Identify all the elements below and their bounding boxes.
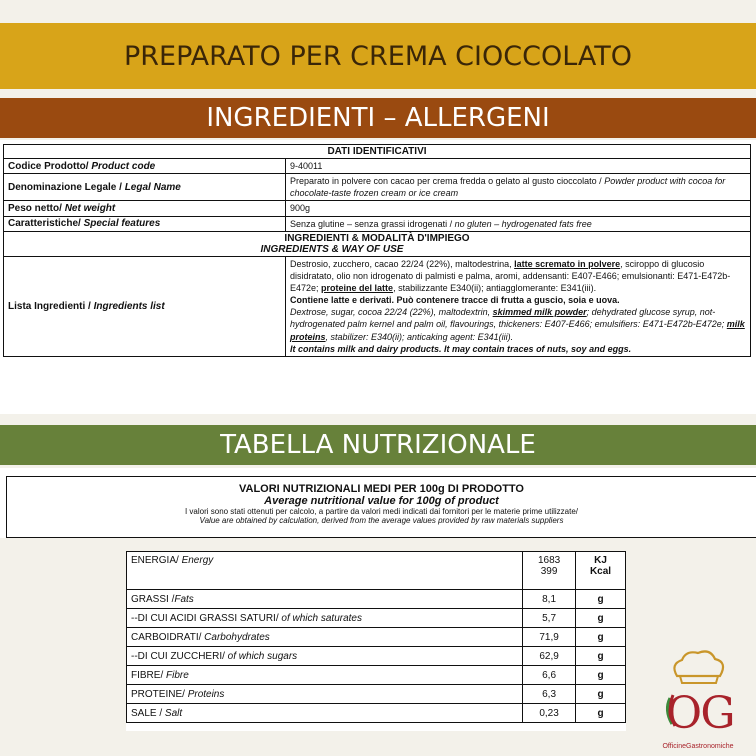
nutrient-value: 62,9: [523, 647, 576, 666]
nutrient-label: GRASSI /Fats: [127, 590, 523, 609]
nutrition-row-fibre: [127, 666, 626, 685]
energy-units: [576, 552, 626, 590]
nutrition-header-sheet: [0, 468, 756, 538]
nutrient-value: 71,9: [523, 628, 576, 647]
special-features-label: Caratteristiche/ Special features: [4, 216, 286, 231]
logo-letter-o: O: [665, 688, 703, 739]
nutrition-note-italian: I valori sono stati ottenuti per calcolo, a partire da valori medi indicati dai fornitori per le materie prime utilizzate/: [184, 507, 579, 516]
ingredients-banner: [0, 98, 756, 138]
nutrient-unit: g: [576, 666, 626, 685]
chef-hat-icon: [674, 651, 723, 683]
product-code-value: 9-40011: [286, 159, 751, 174]
legal-name-value: Preparato in polvere con cacao per crema fredda o gelato al gusto cioccolato / Powder product with cocoa for chocolate-taste frozen cream or ice cream: [286, 174, 751, 201]
energy-label: ENERGIA/ Energy: [127, 552, 523, 590]
product-title-banner: [0, 23, 756, 89]
nutrition-row-sugars: [127, 647, 626, 666]
nutrition-row-proteins: [127, 685, 626, 704]
nutrient-value: 8,1: [523, 590, 576, 609]
identification-section-title: DATI IDENTIFICATIVI: [4, 145, 751, 159]
table-row: [4, 256, 751, 356]
nutrient-label: SALE / Salt: [127, 704, 523, 723]
product-code-label: Codice Prodotto/ Product code: [4, 159, 286, 174]
table-row: [4, 159, 751, 174]
table-row: [4, 201, 751, 216]
nutrient-label: PROTEINE/ Proteins: [127, 685, 523, 704]
nutrient-label: CARBOIDRATI/ Carbohydrates: [127, 628, 523, 647]
nutrient-label: --DI CUI ZUCCHERI/ of which sugars: [127, 647, 523, 666]
energy-values: [523, 552, 576, 590]
ingredients-section-title: INGREDIENTI & MODALITÀ D'IMPIEGO: [284, 232, 470, 244]
product-title: PREPARATO PER CREMA CIOCCOLATO: [123, 40, 632, 72]
nutrition-row-fats: [127, 590, 626, 609]
nutrient-value: 6,6: [523, 666, 576, 685]
nutrition-banner: [0, 425, 756, 465]
officine-gastronomiche-logo: [640, 640, 756, 756]
legal-name-label: Denominazione Legale / Legal Name: [4, 174, 286, 201]
nutrition-note-english: Value are obtained by calculation, derived from the average values provided by raw materials suppliers: [199, 516, 564, 525]
nutrient-label: FIBRE/ Fibre: [127, 666, 523, 685]
ingredients-italian: Destrosio, zucchero, cacao 22/24 (22%), maltodestrina, latte scremato in polvere, sciroppo di glucosio disidratato, olio non idrogenato di palmisti e palma, aromi, addensanti: E407-E466; emulsionanti: E471-E472b-E472e; proteine del latte, stabilizzante E340(ii); antiagglomerante: E341(iii).: [290, 258, 731, 293]
net-weight-value: 900g: [286, 201, 751, 216]
energy-kcal-value: 399: [540, 566, 558, 577]
identification-table: [3, 144, 751, 357]
nutrient-unit: g: [576, 628, 626, 647]
ingredients-list-label: Lista Ingredienti / Ingredients list: [4, 256, 286, 356]
nutrition-header-subtitle: Average nutritional value for 100g of product: [264, 495, 499, 507]
energy-kcal-unit: Kcal: [589, 566, 612, 577]
nutrient-label: --DI CUI ACIDI GRASSI SATURI/ of which saturates: [127, 609, 523, 628]
net-weight-label: Peso netto/ Net weight: [4, 201, 286, 216]
nutrient-value: 6,3: [523, 685, 576, 704]
logo-letter-g: G: [700, 688, 736, 739]
table-row: [4, 174, 751, 201]
ingredients-section-subtitle: INGREDIENTS & WAY OF USE: [260, 243, 404, 255]
nutrient-unit: g: [576, 609, 626, 628]
special-features-value: Senza glutine – senza grassi idrogenati / no gluten – hydrogenated fats free: [286, 216, 751, 231]
ingredients-english: Dextrose, sugar, cocoa 22/24 (22%), maltodextrin, skimmed milk powder; dehydrated glucose syrup, not-hydrogenated palm kernel and palm oil, flavourings, thickeners: E407-E466; emulsifiers: E471-E472b-E472e; milk proteins, stabilizer: E340(ii); anticaking agent: E341(iii).: [290, 307, 745, 342]
allergen-note-english: It contains milk and dairy products. It may contain traces of nuts, soy and eggs.: [290, 343, 632, 354]
logo-text: OfficineGastronomiche: [662, 743, 734, 750]
nutrient-value: 0,23: [523, 704, 576, 723]
nutrition-row-salt: [127, 704, 626, 723]
identification-sheet: [0, 140, 756, 414]
ingredients-banner-title: INGREDIENTI – ALLERGENI: [206, 103, 550, 133]
nutrition-sheet: [126, 551, 626, 731]
ingredients-list-value: [286, 256, 751, 356]
identification-section-row: [4, 145, 751, 159]
nutrition-header-box: [6, 476, 756, 538]
allergen-note-italian: Contiene latte e derivati. Può contenere tracce di frutta a guscio, soia e uova.: [290, 295, 620, 306]
table-row: [4, 216, 751, 231]
ingredients-section-row: [4, 231, 751, 256]
nutrient-value: 5,7: [523, 609, 576, 628]
nutrition-row-carbohydrates: [127, 628, 626, 647]
nutrition-table: [126, 551, 626, 723]
energy-row: [127, 552, 626, 590]
logo-graphic: [640, 640, 756, 756]
nutrition-banner-title: TABELLA NUTRIZIONALE: [220, 430, 536, 460]
nutrient-unit: g: [576, 590, 626, 609]
nutrient-unit: g: [576, 704, 626, 723]
nutrient-unit: g: [576, 647, 626, 666]
energy-kj-value: 1683: [537, 555, 561, 566]
nutrition-header-title: VALORI NUTRIZIONALI MEDI PER 100g DI PRODOTTO: [238, 483, 524, 495]
energy-kj-unit: KJ: [594, 555, 607, 566]
nutrition-row-saturates: [127, 609, 626, 628]
nutrient-unit: g: [576, 685, 626, 704]
